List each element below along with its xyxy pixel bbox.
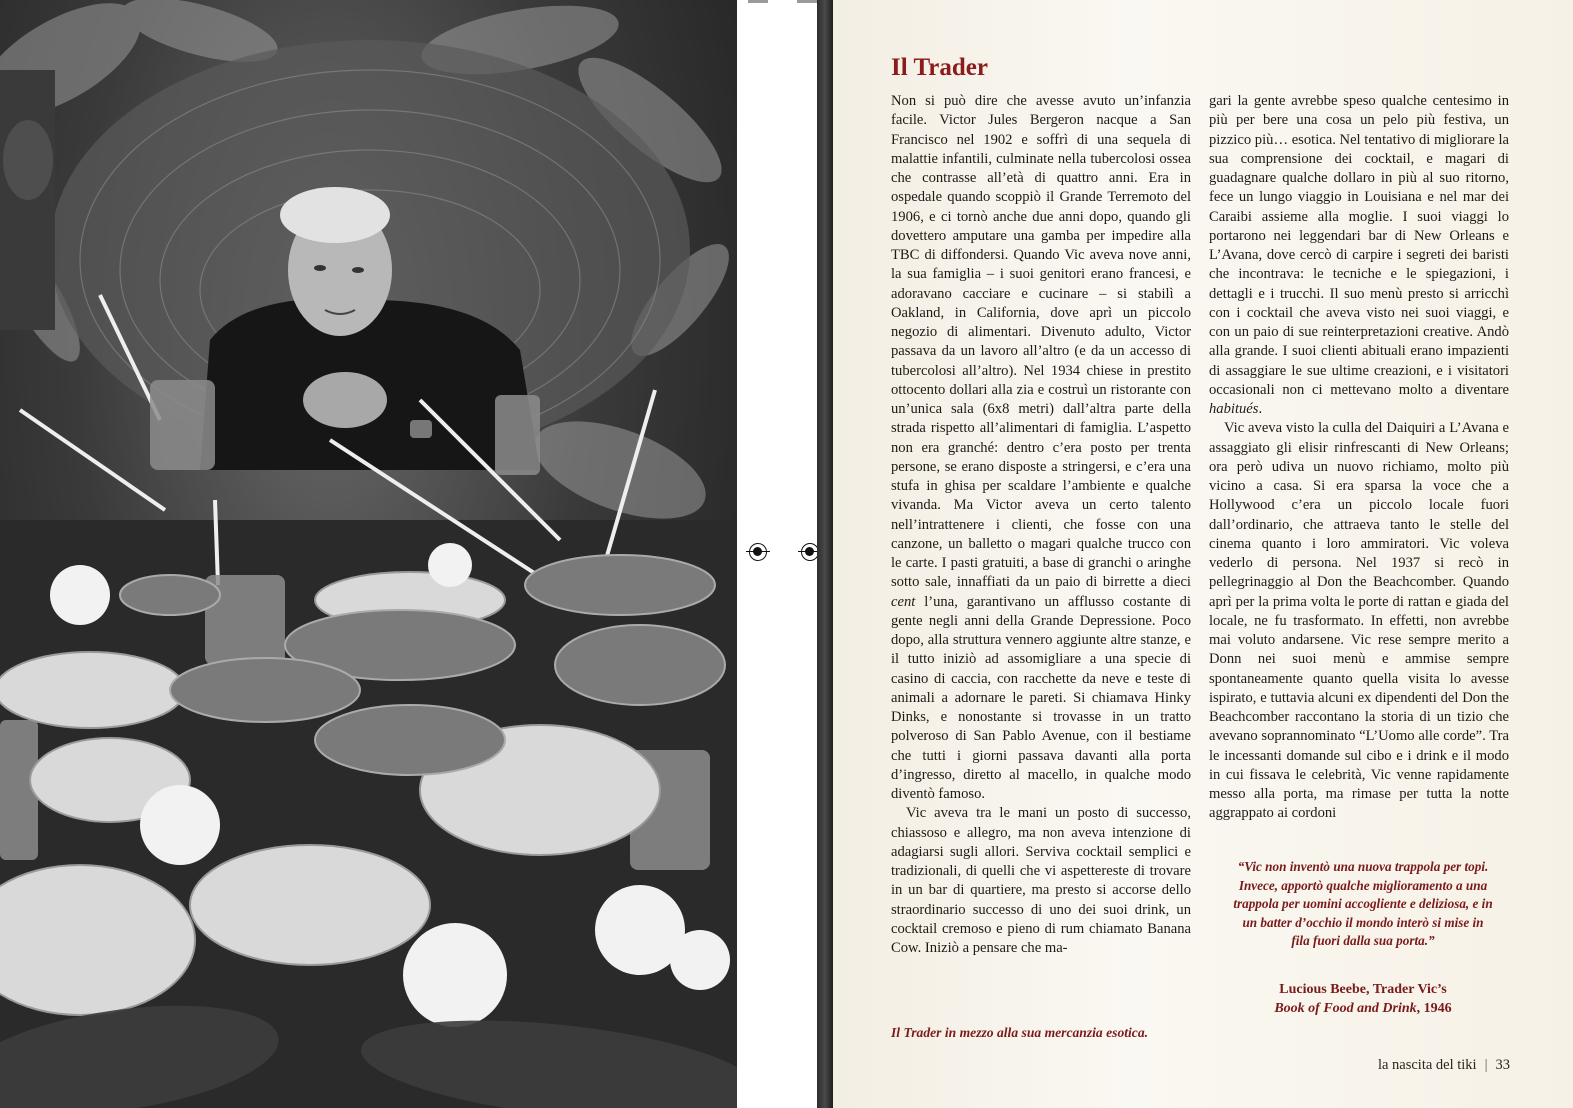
- crop-mark: [797, 0, 817, 3]
- text-page: [833, 0, 1573, 1108]
- paragraph: Vic aveva visto la culla del Daiquiri a L’Avana e assaggiato gli elisir rinfrescanti di New Orleans; ora però udiva un nuovo richiamo, molto più vicino a casa. Si era sparsa la voce che a Hollywood c’era un piccolo locale fuori dall’ordinario, che attraeva tanto le stelle del cinema quanto i loro ammiratori. Vic voleva vederlo di persona. Nel 1937 si recò in pellegrinaggio al Don the Beachcomber. Quando aprì per la prima volta le porte di rattan e giada del locale, ne fu trasformato. In effetti, non avrebbe mai voluto andarsene. Vic rese sempre merito a Donn nei suoi menù e ammise sempre spontaneamente quanto quella visita lo avesse ispirato, e tuttavia alcuni ex dipendenti del Don the Beachcomber raccontano la storia di un tizio che avevano soprannominato “L’Uomo alle corde”. Tra le incessanti domande sul cibo e i drink e il modo in cui fissava le celebrità, Vic venne rapidamente messo alla porta, ma rimase per tutta la notte aggrappato ai cordoni: [1209, 420, 1509, 822]
- paragraph: [1209, 92, 1509, 419]
- italic-text: habitués: [1209, 401, 1259, 417]
- paragraph-text: l’una, garantivano un afflusso costante di gente negli anni della Grande Depressione. Poco dopo, alla struttura vennero aggiunte altre stanze, e il tutto iniziò ad assomigliare a una specie di casino di caccia, con racchette da neve e teste di animali a adornare le pareti. Si chiamava Hinky Dinks, e nonostante si trovasse in un tratto polveroso di San Pablo Avenue, con il bestiame che tutti i giorni passava davanti alla porta d’ingresso, diretto al macello, in qualche modo diventò famoso.: [891, 593, 1191, 802]
- paragraph-text: .: [1258, 401, 1263, 417]
- registration-mark-icon: [749, 543, 767, 561]
- running-head: la nascita del tiki: [1377, 1057, 1477, 1073]
- page-number: 33: [1495, 1057, 1510, 1073]
- quote-book-title: Book of Food and Drink: [1274, 1001, 1417, 1016]
- paragraph: [891, 92, 1191, 804]
- photo-trader-vic: [0, 0, 737, 1108]
- page-footer: [1378, 1057, 1510, 1074]
- paragraph: Vic aveva tra le mani un posto di successo, chiassoso e allegro, ma non aveva intenzione di adagiarsi sugli allori. Serviva cocktail semplici e tradizionali, di quelli che vi aspettereste di trovare in un bar di quartiere, ma presto si accorse dello straordinario successo di uno dei suoi drink, un cocktail cremoso e pieno di rum chiamato Banana Cow. Iniziò a pensare che ma-: [891, 805, 1191, 956]
- photo-bleed-strip: [817, 0, 833, 1108]
- photo-illustration: [0, 0, 737, 1108]
- paragraph-text: Non si può dire che avesse avuto un’infanzia facile. Victor Jules Bergeron nacque a San Francisco nel 1902 e soffrì di una sequela di malattie infantili, culminate nella tubercolosi ossea che contrasse all’età di quattro anni. Era in ospedale quando scoppiò il Grande Terremoto del 1906, e ci tornò anche due anni dopo, quando gli dovettero amputare una gamba per impedire alla TBC di diffondersi. Quando Vic aveva nove anni, la sua famiglia – i suoi genitori erano francesi, e adoravano cacciare e cucinare – si stabilì a Oakland, in California, dove aprì un piccolo negozio di alimentari. Divenuto adulto, Victor passava da un lavoro all’altro (e da un accesso di tubercolosi all’altro). Nel 1934 chiese in prestito ottocento dollari alla zia e costruì un ristorante con un’unica sala (6x8 metri) dall’altra parte della strada rispetto all’alimentari di famiglia. L’aspetto non era granché: dentro c’era posto per trenta persone, se erano disposte a stringersi, e c’era una stufa in ghisa per scaldare l’ambiente e qualche vivanda. Ma Victor aveva un certo talento nell’intrattenere i clienti, che fosse con una canzone, un balletto o magari qualche trucco con le carte. I pasti gratuiti, a base di granchi o aringhe sotto sale, innaffiati da un paio di birrette a dieci: [891, 93, 1191, 591]
- quote-author: Lucious Beebe, Trader Vic’s: [1279, 982, 1447, 997]
- footer-separator: |: [1484, 1057, 1488, 1073]
- pull-quote: “Vic non inventò una nuova trappola per topi. Invece, apportò qualche miglioramento a una trappola per uomini accogliente e deliziosa, e in un batter d’occhio il mondo interò si mise in fila fuori dalla sua porta.”: [1233, 859, 1493, 949]
- crop-mark: [748, 0, 768, 3]
- paragraph-text: gari la gente avrebbe speso qualche centesimo in più per bere una cosa un pelo più festiva, un pizzico più… esotica. Nel tentativo di migliorare la sua comprensione dei cocktail, e magari di guadagnare qualche dollaro in più al suo ritorno, fece un lungo viaggio in Louisiana e nel mar dei Caraibi assieme alla moglie. I suoi viaggi lo portarono nei leggendari bar di New Orleans e L’Avana, dove cercò di carpire i segreti dei baristi che incontrava: le tecniche e le spiegazioni, i dettagli e i trucchi. Il suo menù presto si arricchì con i cocktail che aveva visto nei suoi viaggi, e con un paio di sue reinterpretazioni creative. Andò alla grande. I suoi clienti abituali erano impazienti di assaggiare le sue ultime creazioni, e i visitatori occasionali non ci mettevano molto a diventare: [1209, 93, 1509, 398]
- italic-text: cent: [891, 593, 916, 610]
- photo-caption: Il Trader in mezzo alla sua mercanzia esotica.: [891, 1025, 1149, 1040]
- section-title: Il Trader: [891, 54, 988, 81]
- quote-year: , 1946: [1416, 1001, 1452, 1016]
- text-column-right: [1209, 92, 1509, 824]
- quote-attribution: [1233, 980, 1493, 1018]
- text-column-left: [891, 92, 1191, 958]
